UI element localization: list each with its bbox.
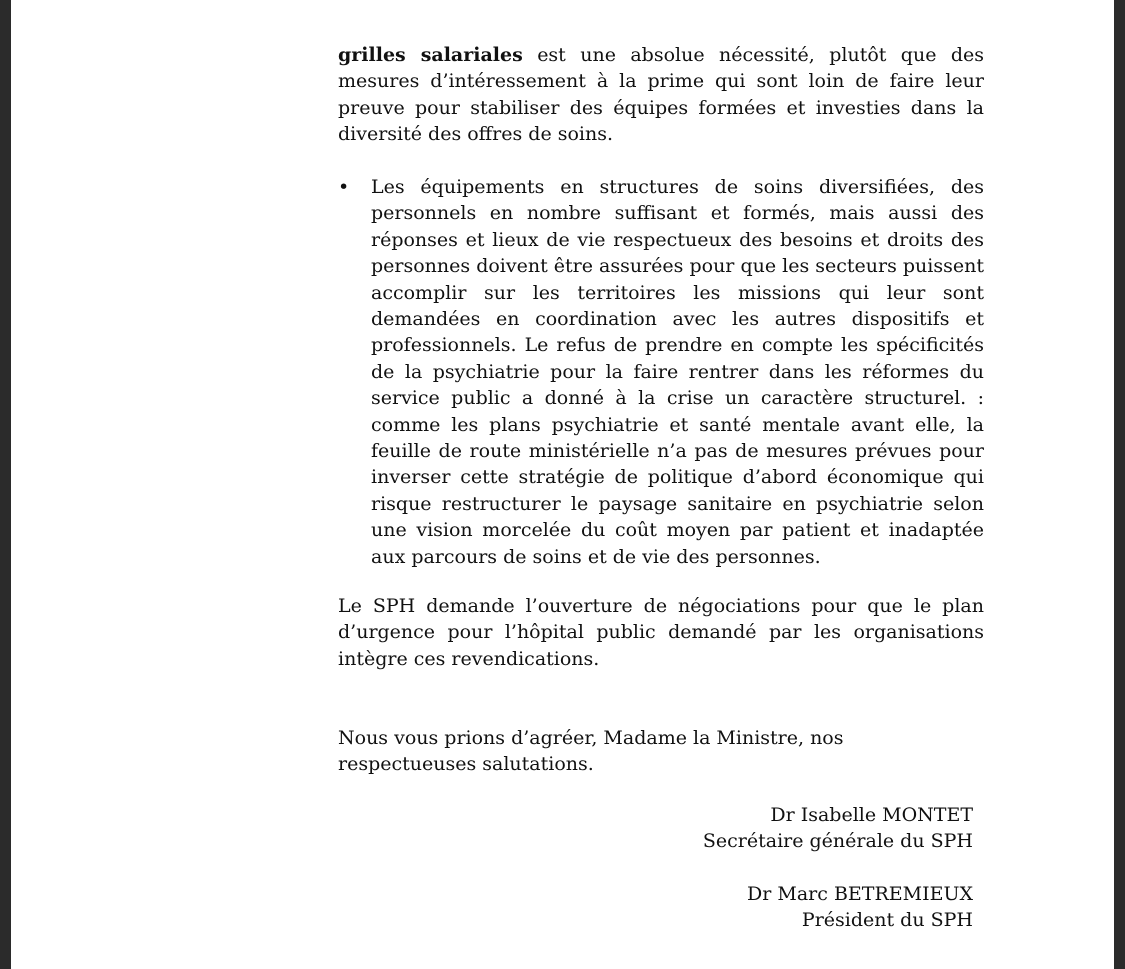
bullet-marker: • [338, 176, 350, 198]
continued-paragraph [338, 42, 984, 148]
document-page [11, 0, 1114, 969]
left-border [0, 0, 11, 969]
signatory-title: Secrétaire générale du SPH [702, 830, 973, 853]
signature-block [703, 802, 973, 855]
signatory-name: Dr Marc BETREMIEUX [747, 883, 973, 905]
paragraph-text: est une absolue nécessité, plutôt que des mesures d’intéressement à la prime qui sont loin de faire leur preuve pour stabiliser des équipes formées et investies dans la diversité des offres de soins. [338, 44, 984, 146]
signatory-name: Dr Isabelle MONTET [770, 804, 973, 826]
bold-lead-text: grilles salariales [338, 44, 523, 66]
right-border [1114, 0, 1125, 969]
closing-paragraph: Nous vous prions d’agréer, Madame la Ministre, nos respectueuses salutations. [338, 727, 844, 776]
signature-block [747, 881, 973, 934]
signatory-title: Président du SPH [801, 909, 973, 932]
bullet-text: Les équipements en structures de soins diversifiées, des personnels en nombre suffisant et formés, mais aussi des réponses et lieux de vie respectueux des besoins et droits des personnes doivent être assurées pour que les secteurs puissent accomplir sur les territoires les missions qui leur sont demandées en coordination avec les autres dispositifs et professionnels. Le refus de prendre en compte les spécificités de la psychiatrie pour la faire rentrer dans les réformes du service public a donné à la crise un caractère structurel. : comme les plans psychiatrie et santé mentale avant elle, la feuille de route ministérielle n’a pas de mesures prévues pour inverser cette stratégie de politique d’abord économique qui risque restructurer le paysage sanitaire en psychiatrie selon une vision morcelée du coût moyen par patient et inadaptée aux parcours de soins et de vie des personnes. [371, 176, 984, 568]
demand-paragraph: Le SPH demande l’ouverture de négociations pour que le plan d’urgence pour l’hôpital public demandé par les organisations intègre ces revendications. [338, 595, 984, 670]
